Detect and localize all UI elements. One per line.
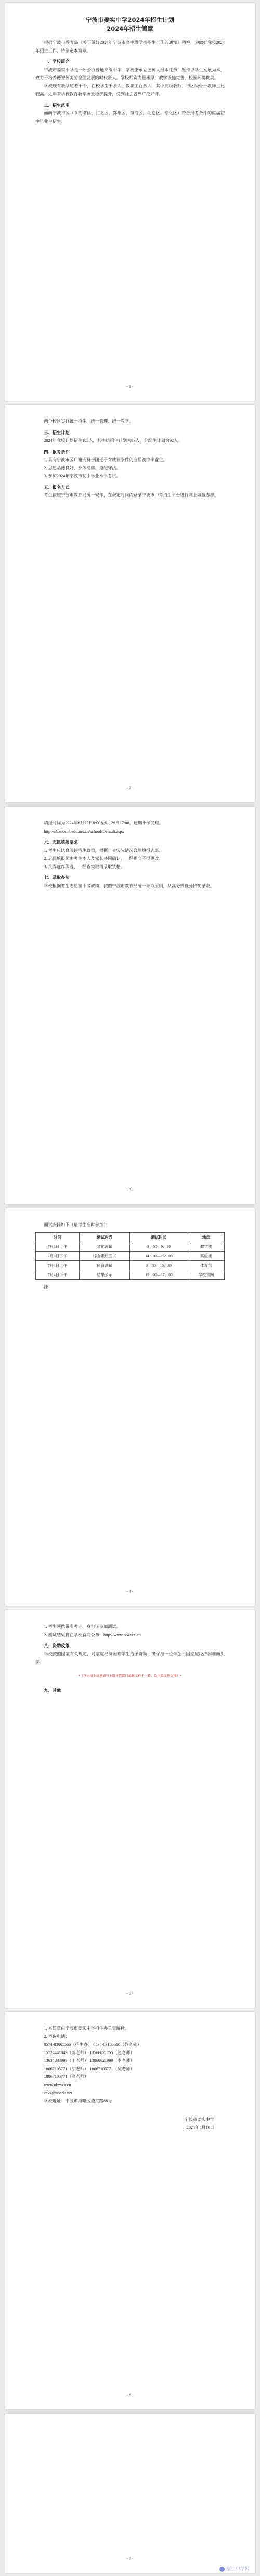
phone-line: 18067105771（高老师） <box>44 2074 89 2079</box>
page-number: - 5 - <box>126 1991 134 1996</box>
section-heading: 二、招生范围 <box>44 102 70 108</box>
list-item: 1. 具有宁波市区户籍或符合随迁子女就读条件的应届初中毕业生。 <box>44 457 167 462</box>
table-row <box>36 1270 225 1279</box>
table-cell: 7月4日下午 <box>36 1270 80 1279</box>
list-item: 3. 参加2024年宁波市初中学业水平考试。 <box>44 474 121 478</box>
phone-line: 0574-83065566（招生办） 0574-87105610（教务处） <box>44 2042 142 2047</box>
paragraph: 2024年我校计划招生185人，其中统招生计划为93人，分配生计划为92人。 <box>44 438 183 443</box>
table-header-row <box>36 1232 225 1242</box>
page-1 <box>5 3 255 401</box>
page-3 <box>5 807 255 1204</box>
table-cell: 综合素质面试 <box>79 1251 130 1260</box>
section-heading: 一、学校简介 <box>44 59 70 64</box>
phone-line: 18067105771（胡老师） 18067105771（吴老师） <box>44 2066 135 2071</box>
table-cell: 7月4日上午 <box>36 1260 80 1270</box>
phone-line: 13634888999（王老师） 13868621999（李老师） <box>44 2058 135 2063</box>
page-2 <box>5 405 255 802</box>
paragraph: 1. 本简章由宁波市姜实中学招生办负责解释。 <box>44 2026 129 2031</box>
paragraph: 学校按照国家有关规定，对家庭经济困难学生给予资助，确保每一位学生不因家庭经济困难而失学。 <box>35 1651 225 1664</box>
doc-title: 宁波市姜实中学2024年招生计划 <box>85 16 174 23</box>
table-cell: 教学楼 <box>188 1242 224 1251</box>
table-row <box>36 1251 225 1260</box>
school-website-link[interactable]: www.nbzsxx.cn <box>44 2082 71 2087</box>
table-cell: 实验楼 <box>188 1251 224 1260</box>
red-notice: *（以上招生信息如与上级主管部门最新文件不一致，以上级文件为准）* <box>78 1674 182 1678</box>
table-cell: 8：30—10：30 <box>130 1260 188 1270</box>
signature-school: 宁波市姜实中学 <box>184 2117 214 2122</box>
paragraph: 面试安排如下（请考生准时参加）： <box>44 1222 110 1227</box>
schedule-table <box>35 1232 225 1280</box>
paragraph: 学校根据考生志愿和中考成绩，按照宁波市教育局统一录取原则，从高分到低分择优录取。 <box>44 883 214 888</box>
table-cell: 7月3日下午 <box>36 1251 80 1260</box>
list-item: 2. 思想品德良好，身体健康，遵纪守法。 <box>44 465 121 470</box>
paragraph: 填报时间为2024年6月25日8:00至6月29日17:00，逾期不予受理。 <box>44 821 164 825</box>
table-header-cell: 时间 <box>36 1232 80 1242</box>
paragraph: 考生按照宁波市教育局统一安排，在规定时间内登录宁波市中考招生平台进行网上填报志愿。 <box>44 493 219 498</box>
table-cell: 7月3日上午 <box>36 1242 80 1251</box>
paragraph: 学校现有教学班若干个，在校学生千余人，教职工百余人，其中高级教师、市区级骨干教师占比较高。近年来学校教育教学质量稳步提升，受到社会各界广泛好评。 <box>35 83 225 96</box>
table-cell: 体育馆 <box>188 1260 224 1270</box>
paragraph: 宁波市姜实中学是一所公办普通高级中学，学校秉承立德树人根本任务，坚持以学生发展为本，致力于培养德智体美劳全面发展的时代新人。学校师资力量雄厚，教学设施完善，校园环境优美。 <box>35 67 225 80</box>
page-number: - 1 - <box>126 384 134 389</box>
paragraph: 3. 凡弄虚作假者，一经查实取消录取资格。 <box>44 864 125 869</box>
watermark-logo-icon <box>219 2567 225 2572</box>
page-number: - 7 - <box>126 2556 134 2561</box>
paragraph: 面向宁波市区（含海曙区、江北区、鄞州区、镇海区、北仑区、奉化区）符合报考条件的应届初中毕业生招生。 <box>35 111 225 124</box>
paragraph: 两个校区实行统一招生、统一管理、统一教学。 <box>44 419 134 424</box>
table-header-cell: 测试内容 <box>79 1232 130 1242</box>
table-cell: 结果公示 <box>79 1270 130 1279</box>
section-heading: 八、资助政策 <box>44 1643 70 1648</box>
section-heading: 七、录取办法 <box>44 875 70 880</box>
contact-email[interactable]: zsxx@nbedu.net <box>44 2090 72 2095</box>
intro-paragraph: 根据宁波市教育局《关于做好2024年宁波市高中段学校招生工作的通知》精神，为做好我校2024年招生工作，特制定本简章。 <box>35 40 225 53</box>
paragraph: 2. 志愿填报须由考生本人及家长共同确认，一经提交不得更改。 <box>44 856 163 861</box>
watermark-text: 招生中学网 <box>226 2567 250 2572</box>
section-heading: 三、招生计划 <box>44 429 70 435</box>
doc-subtitle: 2024年招生简章 <box>107 25 153 32</box>
paragraph: 2. 咨询电话： <box>44 2034 70 2039</box>
phone-line: 15724441849（陈老师） 13566871255（赵老师） <box>44 2050 135 2055</box>
page-number: - 2 - <box>126 785 134 790</box>
page-5 <box>5 1610 255 2008</box>
page-number: - 3 - <box>126 1187 134 1192</box>
table-cell: 学校官网 <box>188 1270 224 1279</box>
table-row <box>36 1260 225 1270</box>
paragraph: 1. 考生应认真阅读招生政策，根据自身实际情况合理填报志愿。 <box>44 848 163 853</box>
section-heading: 九、其他 <box>44 1688 61 1693</box>
paragraph: 2. 测试结果将在学校官网公布：http://www.nbzsxx.cn <box>44 1632 141 1637</box>
registration-url[interactable]: http://nbzsxx.nbedu.net.cn/school/Default.aspx <box>44 828 124 834</box>
section-heading: 四、报考条件 <box>44 449 70 454</box>
table-row <box>36 1242 225 1251</box>
table-header-cell: 测试时长 <box>130 1232 188 1242</box>
table-cell: 15：00—17：00 <box>130 1270 188 1279</box>
table-cell: 14：00—16：00 <box>130 1251 188 1260</box>
section-heading: 五、报名方式 <box>44 484 70 490</box>
table-cell: 8：00—9：30 <box>130 1242 188 1251</box>
paragraph: 1. 考生须携带准考证、身份证参加测试。 <box>44 1624 121 1629</box>
page-7 <box>5 2414 255 2573</box>
page-number: - 6 - <box>126 2392 134 2398</box>
table-header-cell: 地点 <box>188 1232 224 1242</box>
school-address: 学校地址：宁波市海曙区望京路88号 <box>44 2098 112 2103</box>
table-cell: 体育测试 <box>79 1260 130 1270</box>
page-number: - 4 - <box>126 1589 134 1594</box>
page-6 <box>5 2012 255 2409</box>
signature-date: 2024年5月10日 <box>186 2125 214 2130</box>
table-note: 注： <box>44 1284 53 1289</box>
table-cell: 文化测试 <box>79 1242 130 1251</box>
page-4 <box>5 1208 255 1606</box>
watermark <box>219 2565 250 2572</box>
section-heading: 六、志愿填报要求 <box>44 839 78 845</box>
